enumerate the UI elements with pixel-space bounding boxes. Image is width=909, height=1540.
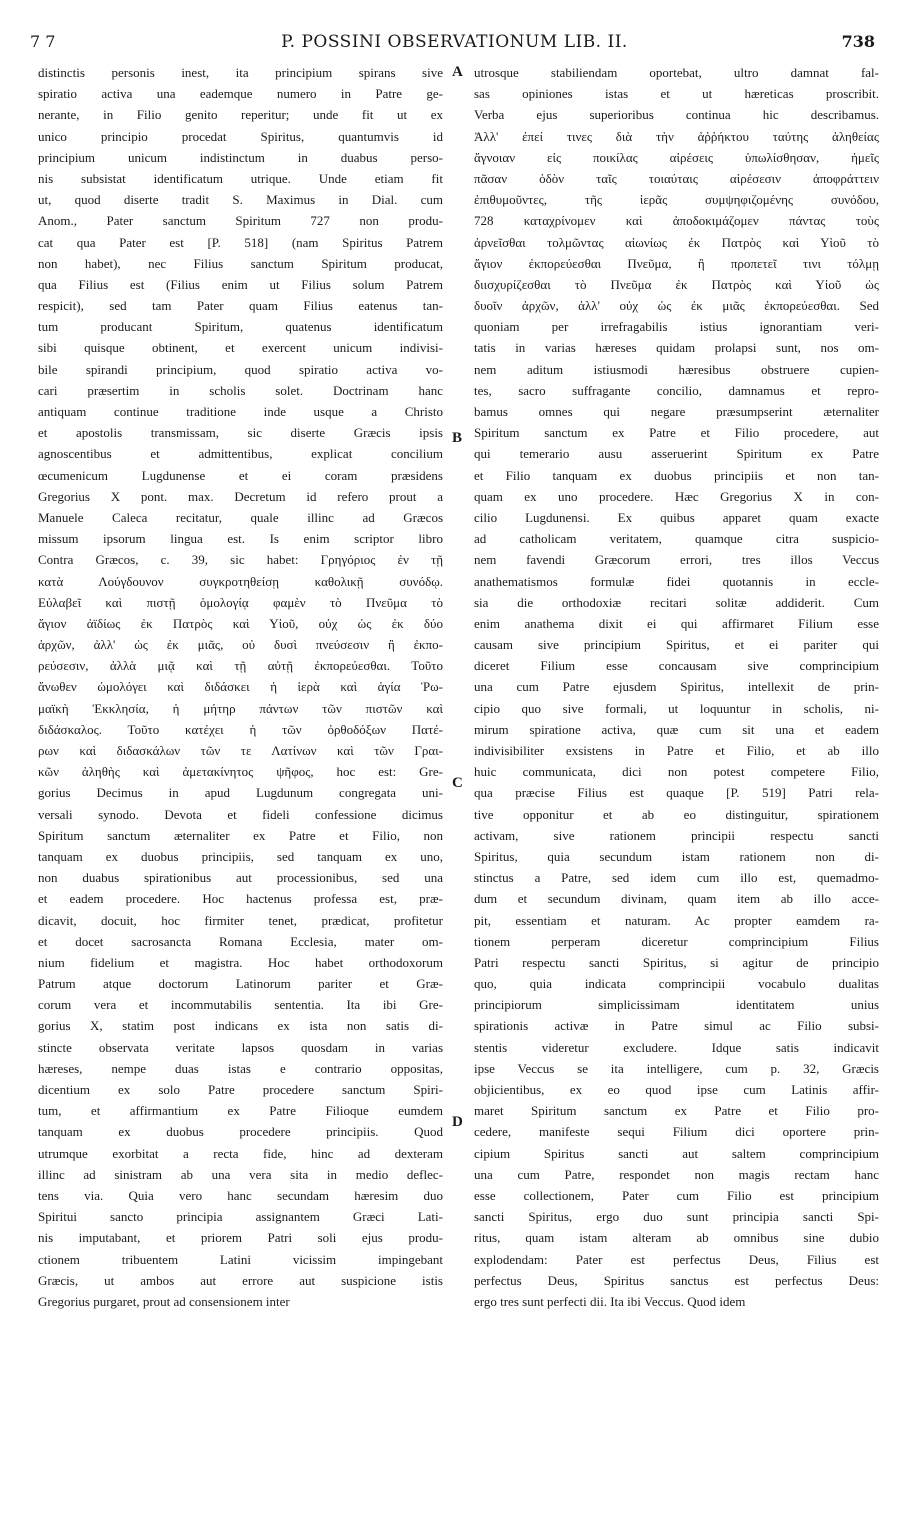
text-line: perfectus Deus, Spiritus sanctus est perfectus Deus:: [474, 1272, 879, 1288]
text-line: causam sive principium Spiritus, et ei pariter qui: [474, 637, 879, 653]
text-line: cari præsertim in scholis solet. Doctrinam hanc: [38, 382, 443, 398]
text-line: sas opiniones istas et ut hæreticas proscribit.: [474, 86, 879, 102]
text-line: tens via. Quia vero hanc secundam hæresim duo: [38, 1187, 443, 1203]
text-line: diceret Filium esse concausam sive comprincipium: [474, 658, 879, 674]
text-line: ρεύσεσιν, ἀλλὰ μιᾷ καὶ τῇ αὐτῇ ἐκπορεύεσθαι. Τοῦτο: [38, 658, 443, 674]
margin-letter-b: B: [452, 430, 463, 446]
text-line: principiorum simplicissimam identitatem unius: [474, 997, 879, 1013]
text-line: utrosque stabiliendam oportebat, ultro damnat fal-: [474, 65, 879, 80]
text-line: huic communicata, dici non potest competere Filio,: [474, 764, 879, 780]
text-line: tatis in varias hæreses quidam prolapsi sunt, nos om-: [474, 340, 879, 356]
text-line: objicientibus, ex eo quod ipse cum Latinis affir-: [474, 1082, 879, 1097]
text-line: cedere, manifeste sequi Filium dici oportere prin-: [474, 1124, 879, 1140]
text-line: gorius X, statim post indicans ex ista non satis di-: [38, 1018, 443, 1034]
text-line: Ἀλλ' ἐπεί τινες διὰ τὴν ἀῤῥήκτου ταύτης ἀληθείας: [474, 128, 879, 144]
text-line: Anom., Pater sanctum Spiritum 727 non produ-: [38, 213, 443, 229]
text-line: qua Filius est (Filius enim ut Filius solum Patrem: [38, 276, 443, 292]
text-line: nerante, in Filio genito reperitur; unde fit ut ex: [38, 107, 443, 123]
text-line: nis subsistat identificatum utrique. Unde etiam fit: [38, 170, 443, 186]
text-line: stentis videretur excludere. Idque satis indicavit: [474, 1039, 879, 1055]
text-line: Patrum atque doctorum Latinorum pariter et Græ-: [38, 976, 443, 992]
text-line: spiratio activa una eademque numero in Patre ge-: [38, 86, 443, 102]
text-line: ἐπιθυμοῦντες, τῆς ἱερᾶς συμψηφιζομένης συνόδου,: [474, 192, 879, 208]
text-line: Verba ejus superioribus continua hic describamus.: [474, 107, 879, 123]
text-line: sia die orthodoxiæ recitari solitæ addiderit. Cum: [474, 594, 879, 610]
text-line: explodendam: Pater est perfectus Deus, Filius est: [474, 1251, 879, 1267]
text-line: δυοῖν ἀρχῶν, ἀλλ' οὐχ ὡς ἐκ μιᾶς ἐκπορεύεσθαι. Sed: [474, 298, 879, 314]
text-line: διδάσκαλος. Τοῦτο κατέχει ἡ τῶν ὀρθοδόξων Πατέ-: [38, 721, 443, 737]
text-line: dicentium ex solo Patre procedere sanctum Spiri-: [38, 1082, 443, 1097]
text-line: hæreses, nempe duas istas e contrario oppositas,: [38, 1060, 443, 1076]
text-line: antiquam continue traditione inde usque a Christo: [38, 404, 443, 419]
text-line: distinctis personis inest, ita principium spirans sive: [38, 65, 443, 80]
text-line: missum ipsorum lingua est. Is enim scriptor libro: [38, 531, 443, 547]
text-line: mirum spiratione activa, quæ cum sit una et eadem: [474, 721, 879, 737]
text-line: unico principio procedat Spiritus, quantumvis id: [38, 128, 443, 144]
text-line: tes, sacro suffragante concilio, damnamus et repro-: [474, 382, 879, 398]
text-line: agnoscentibus et admittentibus, explicat concilium: [38, 446, 443, 462]
text-line: activam, sive rationem principii respectu sancti: [474, 827, 879, 843]
text-line: utrumque exorbitat a recta fide, hinc ad dexteram: [38, 1145, 443, 1161]
text-line: ergo tres sunt perfecti dii. Ita ibi Veccus. Quod idem: [474, 1293, 746, 1309]
text-line: et apostolis transmissam, sic diserte Græcis ipsis: [38, 425, 443, 441]
text-line: ctionem tribuentem Latini vicissim impingebant: [38, 1251, 443, 1267]
left-column: [38, 62, 443, 1312]
margin-letter-d: D: [452, 1114, 463, 1130]
text-line: maret Spiritum sanctum ex Patre et Filio pro-: [474, 1103, 879, 1119]
text-line: Manuele Caleca recitatur, quale illinc ad Græcos: [38, 509, 443, 525]
text-line: Gregorius purgaret, prout ad consensionem inter: [38, 1293, 290, 1309]
text-line: tum, et affirmantium ex Patre Filioque eumdem: [38, 1103, 443, 1119]
text-line: qui temerario ausu asseruerint Spiritum ex Patre: [474, 446, 879, 462]
text-line: tionem perperam diceretur comprincipium Filius: [474, 933, 879, 949]
text-line: et Filio tanquam ex duobus principiis et non tan-: [474, 467, 879, 483]
text-line: Gregorius X pont. max. Decretum id refero prout a: [38, 488, 443, 504]
text-line: illinc ad sinistram ab una vera sita in medio deflec-: [38, 1166, 443, 1182]
text-line: ut, quod diserte tradit S. Maximus in Dial. cum: [38, 192, 443, 208]
text-line: ἀρχῶν, ἀλλ' ὡς ἐκ μιᾶς, οὐ δυσὶ πνεύσεσιν ἢ ἐκπο-: [38, 637, 443, 653]
text-line: cipium Spiritus sancti aut saltem comprincipium: [474, 1145, 879, 1161]
text-line: ipse Veccus se ita intelligere, cum p. 32, Græcis: [474, 1060, 879, 1076]
text-line: non duabus spirationibus aut processionibus, sed una: [38, 870, 443, 886]
text-line: cat qua Pater est [P. 518] (nam Spiritus Patrem: [38, 234, 443, 250]
text-line: tum producant Spiritum, quatenus identificatum: [38, 319, 443, 335]
text-line: dicavit, docuit, hoc firmiter tenet, prædicat, profitetur: [38, 912, 443, 928]
text-line: tive opponitur et ab eo distinguitur, spirationem: [474, 806, 879, 822]
text-line: Εὐλαβεῖ καὶ πιστῇ ὁμολογίᾳ φαμὲν τὸ Πνεῦμα τὸ: [38, 594, 443, 610]
text-line: Spiritum sanctum ex Patre et Filio procedere, aut: [474, 425, 879, 441]
text-line: Patri respectu sancti Spiritus, si agitur de principio: [474, 954, 879, 970]
text-line: sancti Spiritus, ergo duo sunt principia sancti Spi-: [474, 1209, 879, 1225]
text-line: et docet sacrosancta Romana Ecclesia, mater om-: [38, 933, 443, 949]
text-line: διισχυρίζεσθαι τὸ Πνεῦμα ἐκ Πατρὸς καὶ Υἱοῦ ὡς: [474, 276, 879, 292]
text-line: cilio Lugdunensi. Ex quibus apparet quam exacte: [474, 509, 879, 525]
text-line: bamus omnes qui negare præsumpserint æternaliter: [474, 404, 879, 419]
text-line: ἄγνοιαν εἰς ποικίλας αἱρέσεις ὑπωλίσθησαν, ἡμεῖς: [474, 149, 879, 165]
text-line: gorius Decimus in apud Lugdunum congregata uni-: [38, 785, 443, 801]
text-line: nem favendi Græcorum errori, tres illos Veccus: [474, 552, 879, 568]
text-line: stinctus a Patre, sed idem cum illo est, quemadmo-: [474, 870, 879, 886]
text-line: nis imputabant, et priorem Patri soli ejus produ-: [38, 1230, 443, 1246]
text-line: una cum Patre ejusdem Spiritus, intellexit de prin-: [474, 679, 879, 695]
text-line: nium fidelium et magistra. Hoc habet orthodoxorum: [38, 954, 443, 970]
text-line: quo, quia indicata comprincipii vocabulo dualitas: [474, 976, 879, 992]
text-line: dum et secundum divinam, quam item ab illo acce-: [474, 891, 879, 907]
page-header: [0, 0, 909, 52]
margin-letter-c: C: [452, 775, 463, 791]
text-line: bile spirandi principium, quod spiratio activa vo-: [38, 361, 443, 377]
text-line: et eadem procedere. Hoc hactenus professa est, præ-: [38, 891, 443, 907]
text-line: tanquam ex duobus principiis, sed tanquam ex uno,: [38, 848, 443, 864]
text-line: quam ex uno procedere. Hæc Gregorius X in con-: [474, 488, 879, 504]
running-title: P. POSSINI OBSERVATIONUM LIB. II.: [281, 32, 628, 52]
text-line: ἅγιον ἀϊδίως ἐκ Πατρὸς καὶ Υἱοῦ, οὐχ ὡς ἐκ δύο: [38, 615, 443, 631]
text-line: Græcis, ut ambos aut errore aut suspicione istis: [38, 1272, 443, 1288]
text-line: 728 καταχρίνομεν καὶ ἀποδοκιμάζομεν πάντας τοὺς: [474, 213, 879, 229]
text-line: quoniam per irrefragabilis istius ignorantiam veri-: [474, 319, 879, 335]
text-line: nem aditum istiusmodi hæresibus obstruere cupien-: [474, 361, 879, 377]
text-line: ἀρνεῖσθαι τολμῶντας αἰωνίως ἐκ Πατρὸς καὶ Υἱοῦ τὸ: [474, 234, 879, 250]
text-line: Spiritus, quia secundum istam rationem non di-: [474, 848, 879, 864]
text-line: non habet), nec Filius sanctum Spiritum producat,: [38, 255, 443, 271]
text-line: Contra Græcos, c. 39, sic habet: Γρηγόριος ἐν τῇ: [38, 552, 443, 568]
text-line: stincte observata veritate lapsos quosdam in varias: [38, 1039, 443, 1055]
text-line: œcumenicum Lugdunense et ei coram præsidens: [38, 467, 443, 483]
text-line: corum vera et incommutabilis sententia. Ita ibi Gre-: [38, 997, 443, 1013]
text-line: esse collectionem, Pater cum Filio est principium: [474, 1187, 879, 1203]
text-line: versali synodo. Devota et fideli confessione dicimus: [38, 806, 443, 822]
text-line: anathematismos formulæ fidei quotannis in eccle-: [474, 573, 879, 589]
text-line: ἄνωθεν ὡμολόγει καὶ διδάσκει ἡ ἱερὰ καὶ ἁγία Ῥω-: [38, 679, 443, 695]
text-line: tanquam ex duobus procedere principiis. Quod: [38, 1124, 443, 1140]
text-line: κατὰ Λούγδουνον συγκροτηθείσῃ καθολικῇ συνόδῳ.: [38, 573, 443, 589]
page-number-left: 7 7: [30, 32, 56, 51]
text-line: ad catholicam veritatem, quamque citra suspicio-: [474, 531, 879, 547]
text-line: ἅγιον ἐκπορεύεσθαι Πνεῦμα, ἢ προπετεῖ τινι τόλμῃ: [474, 255, 879, 271]
text-line: spirationis activæ in Patre simul ac Filio subsi-: [474, 1018, 879, 1034]
text-line: pit, essentiam et naturam. Ac propter eamdem ra-: [474, 912, 879, 928]
text-line: Spiritui sancto principia assignantem Græci Lati-: [38, 1209, 443, 1225]
text-line: κῶν ἀληθὴς καὶ ἀμετακίνητος ψῆφος, hoc est: Gre-: [38, 764, 443, 780]
text-line: ritus, quam istam alteram ab omnibus sine dubio: [474, 1230, 879, 1246]
text-line: qua præcise Filius est quaque [P. 519] Patri rela-: [474, 785, 879, 801]
text-line: πᾶσαν ὁδὸν ταῖς τοιαύταις αἱρέσεσιν ἀποφράττειν: [474, 170, 879, 186]
text-line: μαϊκὴ Ἐκκλησία, ἡ μήτηρ πάντων τῶν πιστῶν καὶ: [38, 700, 443, 716]
text-line: cipio quo sive formali, ut loquuntur in scholis, ni-: [474, 700, 879, 716]
text-line: enim anathema dixit ei qui affirmaret Filium esse: [474, 615, 879, 631]
text-line: indivisibiliter exsistens in Patre et Filio, et ab illo: [474, 743, 879, 758]
text-line: respicit), sed tam Pater quam Filius eatenus tan-: [38, 298, 443, 314]
text-line: ρων καὶ διδασκάλων τῶν τε Λατίνων καὶ τῶν Γραι-: [38, 743, 443, 758]
text-line: Spiritum sanctum æternaliter ex Patre et Filio, non: [38, 827, 443, 843]
text-line: sibi quisque obtinent, et exercent unicum indivisi-: [38, 340, 443, 356]
text-line: principium unicum indistinctum in duabus perso-: [38, 149, 443, 165]
right-column: [474, 62, 879, 1312]
text-line: una cum Patre, respondet non magis rectam hanc: [474, 1166, 879, 1182]
page-number-right: 738: [841, 32, 875, 51]
margin-letter-a: A: [452, 64, 463, 80]
